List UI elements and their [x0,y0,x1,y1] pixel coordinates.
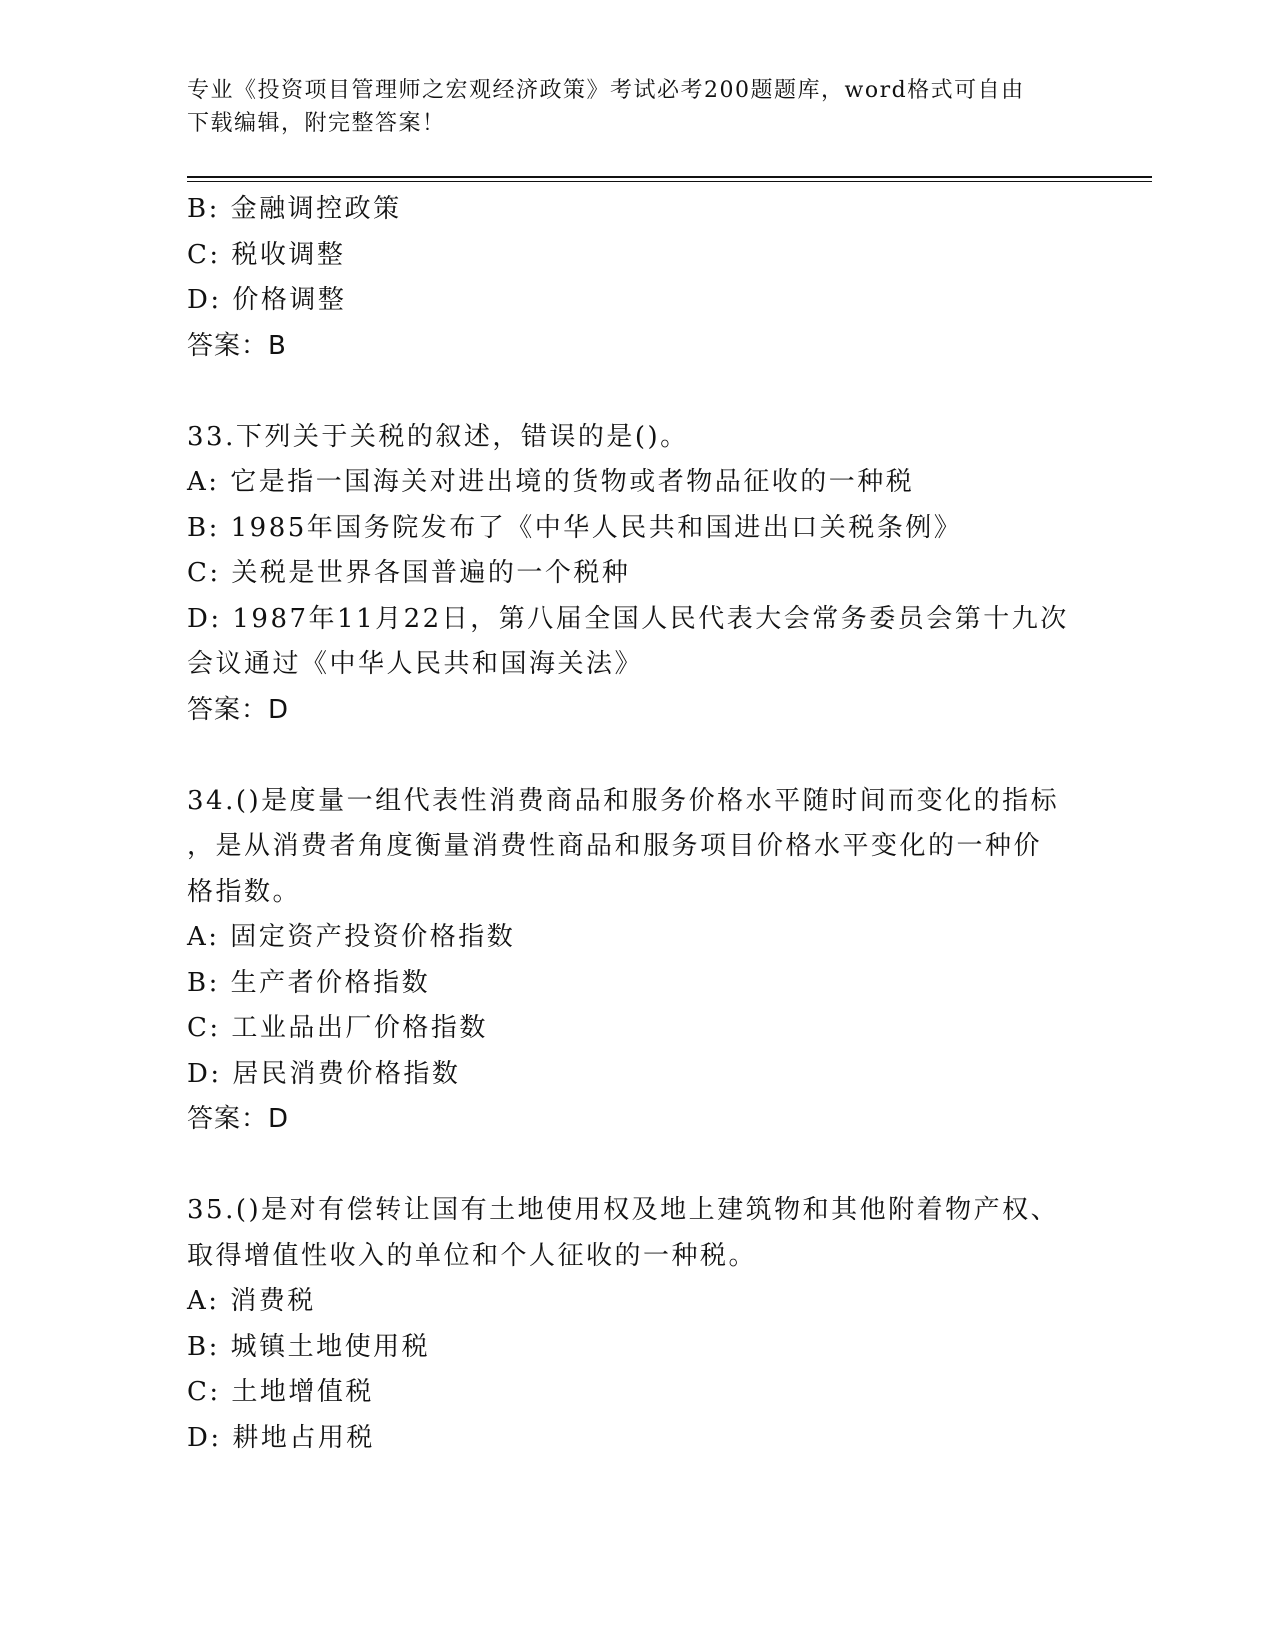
option-b: B: 1985年国务院发布了《中华人民共和国进出口关税条例》 [187,512,963,543]
question-text-continued: ，是从消费者角度衡量消费性商品和服务项目价格水平变化的一种价 [187,831,1043,861]
header-line-2: 下载编辑，附完整答案！ [187,111,446,136]
option-c: C: 关税是世界各国普遍的一个税种 [187,558,631,588]
option-c: C: 工业品出厂价格指数 [187,1013,488,1043]
question-text: 33.下列关于关税的叙述，错误的是()。 [187,421,689,452]
question-text-continued: 取得增值性收入的单位和个人征收的一种税。 [187,1240,758,1271]
document-body [187,187,1087,1461]
answer-line: 答案：D [187,694,290,725]
header-rule-thick [187,176,1152,178]
spacer [187,369,1087,415]
option-a: A: 固定资产投资价格指数 [187,922,516,952]
option-d: D: 耕地占用税 [187,1422,375,1453]
question-text: 34.()是度量一组代表性消费商品和服务价格水平随时间而变化的指标 [187,785,1060,816]
question-32-continued [187,187,1087,369]
question-33 [187,415,1087,734]
option-a: A: 它是指一国海关对进出境的货物或者物品征收的一种税 [187,467,915,497]
document-header [187,74,1067,140]
question-34 [187,779,1087,1143]
answer-line: 答案：D [187,1104,290,1134]
option-d: D: 1987年11月22日，第八届全国人民代表大会常务委员会第十九次 [187,603,1069,634]
header-rule-thin [187,181,1152,182]
question-text: 35.()是对有偿转让国有土地使用权及地上建筑物和其他附着物产权、 [187,1195,1060,1225]
answer-line: 答案：B [187,330,287,361]
spacer [187,733,1087,779]
option-d: D: 价格调整 [187,285,347,315]
question-35 [187,1188,1087,1461]
option-d-continued: 会议通过《中华人民共和国海关法》 [187,649,644,679]
option-b: B: 金融调控政策 [187,194,402,224]
option-a: A: 消费税 [187,1286,316,1316]
option-c: C: 土地增值税 [187,1377,374,1407]
option-b: B: 生产者价格指数 [187,967,431,998]
header-line-1: 专业《投资项目管理师之宏观经济政策》考试必考200题题库，word格式可自由 [187,78,1025,103]
option-d: D: 居民消费价格指数 [187,1058,461,1089]
option-c: C: 税收调整 [187,239,346,270]
spacer [187,1143,1087,1189]
question-text-continued: 格指数。 [187,876,302,907]
option-b: B: 城镇土地使用税 [187,1331,431,1362]
